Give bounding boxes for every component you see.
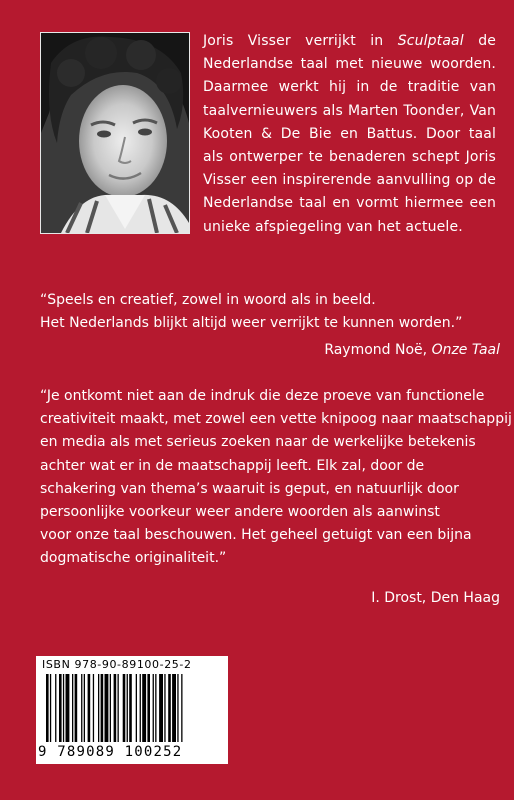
book-title: Sculptaal xyxy=(397,33,464,49)
quote-1-attribution: Raymond Noë, Onze Taal xyxy=(324,342,500,358)
isbn-text: ISBN 978-90-89100-25-2 xyxy=(42,658,192,671)
barcode-icon xyxy=(46,674,218,742)
quote-line: dogmatische originaliteit.” xyxy=(40,550,227,567)
review-quote-2 xyxy=(40,385,512,571)
review-quote-1 xyxy=(40,289,500,335)
bio-line: Daarmee werkt hij in de traditie van xyxy=(203,79,496,96)
bio-line: taalvernieuwers als Marten Toonder, Van xyxy=(203,102,496,119)
barcode-digits: 9 789089 100252 xyxy=(38,744,183,760)
quote-line: “Je ontkomt niet aan de indruk die deze proeve van functionele xyxy=(40,388,485,404)
quote-line: schakering van thema’s waaruit is geput, en natuurlijk door xyxy=(40,480,459,497)
quote-line: achter wat er in de maatschappij leeft. Elk zal, door de xyxy=(40,457,425,474)
quote-2-attribution: I. Drost, Den Haag xyxy=(371,590,500,606)
quote-1-source: Onze Taal xyxy=(431,342,500,358)
bio-line: Nederlandse taal met nieuwe woorden. xyxy=(203,56,496,73)
bio-line: Kooten & De Bie en Battus. Door taal xyxy=(203,125,496,142)
bio-line: Joris Visser verrijkt in Sculptaal de xyxy=(203,33,497,49)
bio-line: Visser een inspirerende aanvulling op de xyxy=(203,172,496,189)
bio-line: unieke afspiegeling van het actuele. xyxy=(203,218,463,235)
bio-line: als ontwerper te benaderen schept Joris xyxy=(203,149,496,166)
quote-line: Het Nederlands blijkt altijd weer verrijkt te kunnen worden.” xyxy=(40,315,463,331)
quote-line: voor onze taal beschouwen. Het geheel getuigt van een bijna xyxy=(40,527,472,544)
bio-line: Nederlandse taal en vormt hiermee een xyxy=(203,195,496,212)
quote-line: “Speels en creatief, zowel in woord als in beeld. xyxy=(40,292,376,308)
quote-line: creativiteit maakt, met zowel een vette knipoog naar maatschappij xyxy=(40,411,512,428)
quote-line: en media als met serieus zoeken naar de werkelijke betekenis xyxy=(40,434,476,451)
barcode-label xyxy=(36,656,228,764)
author-photo xyxy=(40,32,190,234)
quote-line: persoonlijke voorkeur weer andere woorden als aanwinst xyxy=(40,504,440,521)
author-bio xyxy=(203,30,496,239)
